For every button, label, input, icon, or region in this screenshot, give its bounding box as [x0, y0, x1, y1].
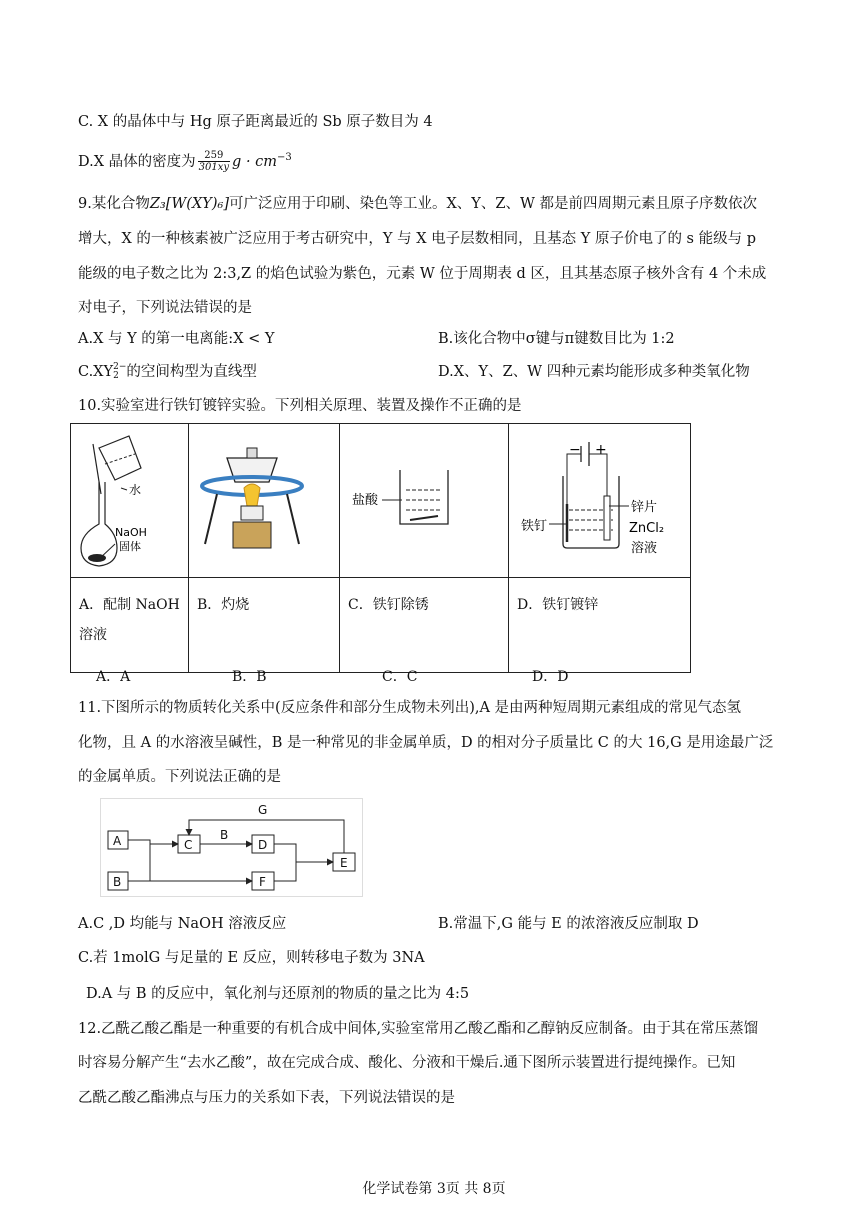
flame — [244, 484, 260, 506]
q11-option-a: A.C ,D 均能与 NaOH 溶液反应 — [78, 916, 287, 932]
edge-label-b: B — [220, 828, 229, 842]
figure-b-cell — [189, 424, 340, 578]
tripod-leg — [205, 494, 217, 544]
q11-line-1: 11.下图所示的物质转化关系中(反应条件和部分生成物未列出),A 是由两种短周期元素组成的常见气态氢 — [78, 700, 742, 716]
q9-option-c-post: 的空间构型为直线型 — [126, 364, 257, 380]
lamp-neck — [241, 506, 263, 520]
q10-option-d: D．D — [532, 669, 569, 685]
q9-option-b: B.该化合物中σ键与π键数目比为 1:2 — [438, 331, 675, 347]
q11-line-2: 化物，且 A 的水溶液呈碱性，B 是一种常见的非金属单质，D 的相对分子质量比 C 的大 16,G 是用途最广泛 — [78, 735, 774, 751]
fraction-numerator: 259 — [198, 150, 230, 162]
hcl-beaker-figure — [340, 424, 508, 573]
crucible-figure — [189, 424, 339, 573]
volumetric-flask — [81, 482, 117, 566]
q9-line-1-b: 可广泛应用于印刷、染色等工业。X、Y、Z、W 都是前四周期元素且原子序数依次 — [228, 196, 757, 212]
conversion-diagram — [100, 798, 364, 898]
fraction-denominator: 301xy — [198, 162, 230, 174]
caption-c: C．铁钉除锈 — [340, 578, 509, 673]
q10-option-b: B．B — [232, 669, 267, 685]
tripod-leg — [287, 494, 299, 544]
density-unit-exponent: −3 — [277, 152, 292, 163]
naoh-label: NaOH — [115, 526, 147, 539]
alcohol-lamp — [233, 522, 271, 548]
minus-label: − — [569, 442, 581, 458]
pouring-beaker — [99, 436, 141, 480]
node-d: D — [258, 838, 268, 852]
q8-option-d-prefix: D.X 晶体的密度为 — [78, 153, 196, 170]
volumetric-flask-figure — [71, 424, 188, 573]
compound-formula: Z₃[W(XY)₆] — [149, 196, 229, 212]
q9-option-a: A.X 与 Y 的第一电离能:X < Y — [78, 331, 275, 347]
q9-line-1-a: 9.某化合物 — [78, 196, 150, 212]
q8-option-c: C. X 的晶体中与 Hg 原子距离最近的 Sb 原子数目为 4 — [78, 114, 433, 130]
edge-ab-join — [128, 840, 150, 881]
figure-d-cell — [509, 424, 691, 578]
zncl2-label: ZnCl₂ — [629, 521, 665, 536]
q9-option-c-pre: C.XY — [78, 364, 114, 380]
figure-c-cell — [340, 424, 509, 578]
q9-line-3: 能级的电子数之比为 2:3,Z 的焰色试验为紫色，元素 W 位于周期表 d 区，且其基态原子核外含有 4 个未成 — [78, 266, 767, 282]
edge-label-g: G — [258, 803, 268, 817]
solid-label: 固体 — [119, 540, 141, 553]
edge-df-join — [274, 844, 296, 881]
caption-a: A．配制 NaOH 溶液 — [71, 578, 189, 673]
q10-option-a: A．A — [96, 669, 131, 685]
node-b: B — [113, 875, 122, 889]
q12-line-1: 12.乙酰乙酸乙酯是一种重要的有机合成中间体,实验室常用乙酸乙酯和乙醇钠反应制备。由于其在常压蒸馏 — [78, 1021, 759, 1037]
q9-option-d: D.X、Y、Z、W 四种元素均能形成多种类氧化物 — [438, 364, 750, 380]
q9-option-c — [78, 362, 257, 382]
plus-label: + — [595, 442, 607, 458]
zinc-label: 锌片 — [631, 500, 658, 515]
page-footer: 化学试卷第 3页 共 8页 — [362, 1181, 506, 1197]
caption-d: D．铁钉镀锌 — [509, 578, 691, 673]
q12-line-3: 乙酰乙酸乙酯沸点与压力的关系如下表，下列说法错误的是 — [78, 1090, 455, 1106]
nail-label: 铁钉 — [521, 519, 548, 534]
q10-option-c: C．C — [382, 669, 418, 685]
q11-option-c: C.若 1molG 与足量的 E 反应，则转移电子数为 3NA — [78, 950, 425, 966]
hcl-label: 盐酸 — [352, 493, 379, 508]
node-a: A — [113, 834, 122, 848]
glass-rod — [93, 444, 101, 494]
q8-option-d — [78, 148, 292, 173]
water-label: 水 — [129, 483, 142, 497]
q9-line-1 — [78, 194, 757, 214]
density-unit: g · cm — [232, 153, 278, 170]
ion-charge: 2− — [113, 362, 127, 372]
density-fraction — [198, 150, 230, 173]
q12-line-2: 时容易分解产生“去水乙酸”，故在完成合成、酸化、分液和干燥后.通下图所示装置进行提纯操作。已知 — [78, 1055, 736, 1071]
q11-option-d: D.A 与 B 的反应中，氧化剂与还原剂的物质的量之比为 4:5 — [86, 986, 470, 1002]
electroplating-figure — [509, 424, 690, 573]
figure-a-cell — [71, 424, 189, 578]
q11-line-3: 的金属单质。下列说法正确的是 — [78, 769, 281, 785]
ion-subscript: 2 — [113, 371, 119, 381]
solution-label: 溶液 — [631, 541, 658, 556]
beaker — [400, 470, 448, 524]
node-c: C — [184, 838, 193, 852]
experiment-table — [70, 423, 691, 673]
node-f: F — [259, 875, 266, 889]
q9-line-2: 增大，X 的一种核素被广泛应用于考古研究中，Y 与 X 电子层数相同，且基态 Y 原子价电了的 s 能级与 p — [78, 231, 756, 247]
q9-line-4: 对电子，下列说法错误的是 — [78, 300, 252, 316]
plating-beaker — [563, 476, 619, 548]
node-e: E — [340, 856, 348, 870]
q11-option-b: B.常温下,G 能与 E 的浓溶液反应制取 D — [438, 916, 699, 932]
q10-stem: 10.实验室进行铁钉镀锌实验。下列相关原理、装置及操作不正确的是 — [78, 398, 522, 414]
caption-b: B．灼烧 — [189, 578, 340, 673]
